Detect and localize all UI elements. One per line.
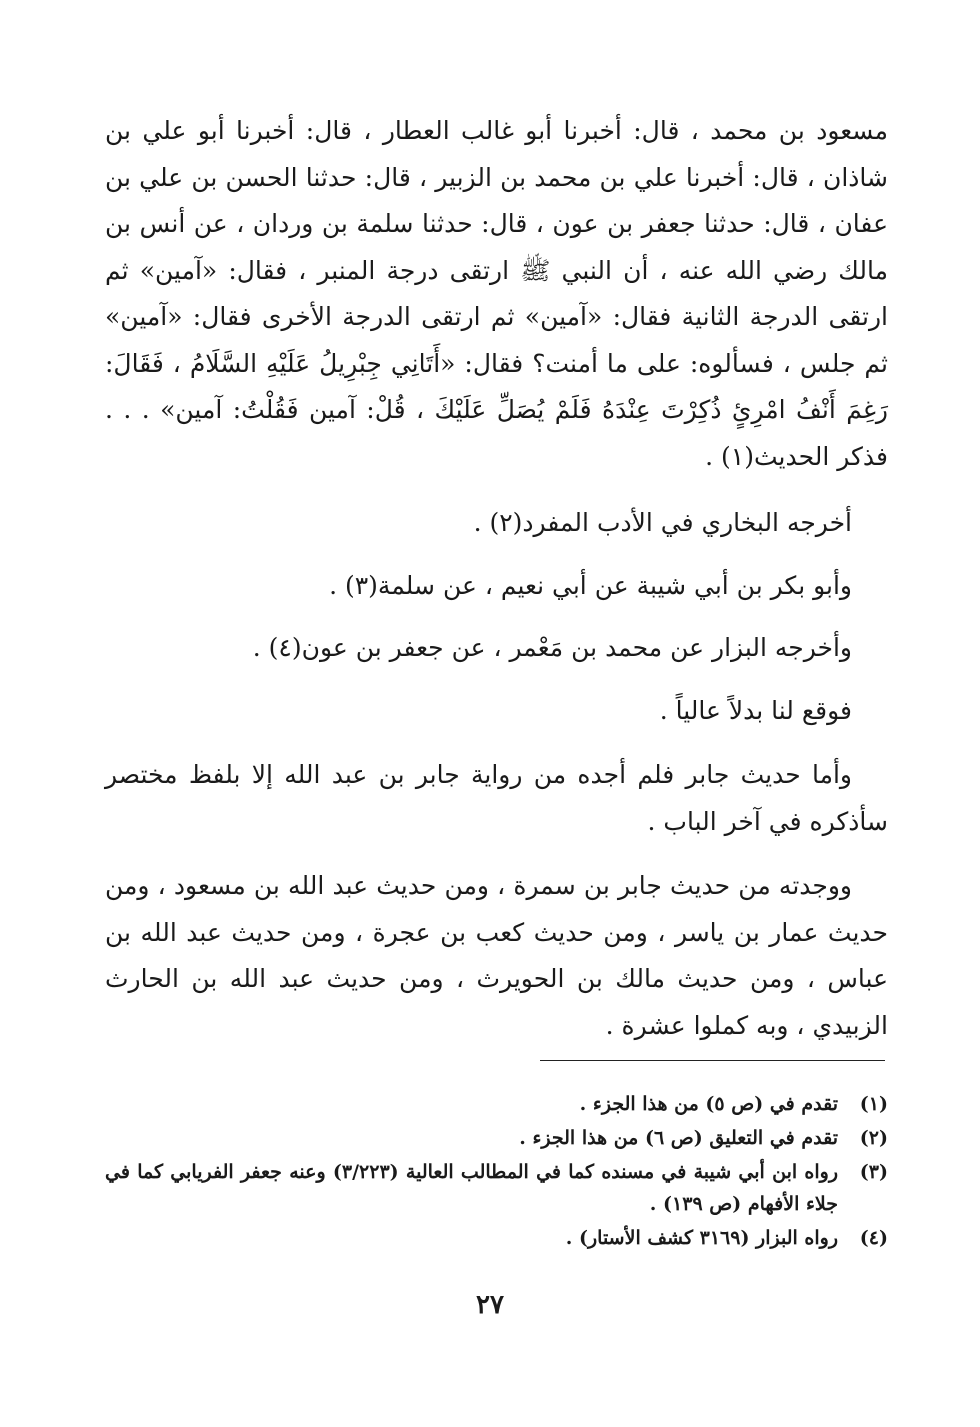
- footnote: [105, 1222, 888, 1254]
- footnote-number: (٤): [859, 1227, 888, 1249]
- footnote-text: تقدم في (ص ٥) من هذا الجزء .: [579, 1093, 838, 1115]
- footnote: [105, 1156, 888, 1220]
- footnote-text: رواه ابن أبي شيبة في مسنده كما في المطالب العالية (٣/٢٢٣) وعنه جعفر الفريابي كما في جلاء الأفهام (ص ١٣٩) .: [105, 1161, 838, 1215]
- footnotes: [105, 1088, 888, 1256]
- page-number: ٢٧: [476, 1290, 504, 1320]
- paragraph-badal: فوقع لنا بدلاً عالياً .: [659, 695, 852, 725]
- paragraph-jabir: وأما حديث جابر فلم أجده من رواية جابر بن عبد الله إلا بلفظ مختصر سأذكره في آخر الباب .: [105, 760, 888, 836]
- paragraph-hadith-isnad: مسعود بن محمد ، قال: أخبرنا أبو غالب العطار ، قال: أخبرنا أبو علي بن شاذان ، قال: أخبرنا علي بن محمد بن الزبير ، قال: حدثنا الحسن بن علي بن عفان ، قال: حدثنا جعفر بن عون ، قال: حدثنا سلمة بن وردان ، عن أنس بن مالك رضي الله عنه ، أن النبي ﷺ ارتقى درجة المنبر ، فقال: «آمين» ثم ارتقى الدرجة الثانية فقال: «آمين» ثم ارتقى الدرجة الأخرى فقال: «آمين» ثم جلس ، فسألوه: على ما أمنت؟ فقال: «أَتَانِي جِبْرِيلُ عَلَيْهِ السَّلَامُ ، فَقَالَ: رَغِمَ أَنْفُ امْرِئٍ ذُكِرْتَ عِنْدَهُ فَلَمْ يُصَلِّ عَلَيْكَ ، قُلْ: آمين فَقُلْتُ: آمين» . . . فذكر الحديث(١) .: [105, 116, 888, 471]
- paragraph-bazzar: وأخرجه البزار عن محمد بن مَعْمر ، عن جعفر بن عون(٤) .: [252, 633, 852, 662]
- footnote: [105, 1122, 888, 1154]
- footnote-number: (٢): [859, 1127, 888, 1149]
- footnote-number: (١): [859, 1093, 888, 1115]
- footnote-number: (٣): [859, 1161, 888, 1183]
- paragraph-bukhari: أخرجه البخاري في الأدب المفرد(٢) .: [473, 508, 852, 537]
- footnote-text: تقدم في التعليق (ص ٦) من هذا الجزء .: [519, 1127, 838, 1149]
- footnote-text: رواه البزار (٣١٦٩ كشف الأستار) .: [565, 1227, 838, 1249]
- main-text: [105, 108, 888, 1049]
- paragraph-ibn-abi-shayba: وأبو بكر بن أبي شيبة عن أبي نعيم ، عن سلمة(٣) .: [329, 570, 852, 600]
- footnote-divider: [540, 1060, 885, 1061]
- footnote: [105, 1088, 888, 1120]
- paragraph-other-narrations: ووجدته من حديث جابر بن سمرة ، ومن حديث عبد الله بن مسعود ، ومن حديث عمار بن ياسر ، ومن حديث كعب بن عجرة ، ومن حديث عبد الله بن عباس ، ومن حديث مالك بن الحويرث ، ومن حديث عبد الله بن الحارث الزبيدي ، وبه كملوا عشرة .: [105, 871, 888, 1040]
